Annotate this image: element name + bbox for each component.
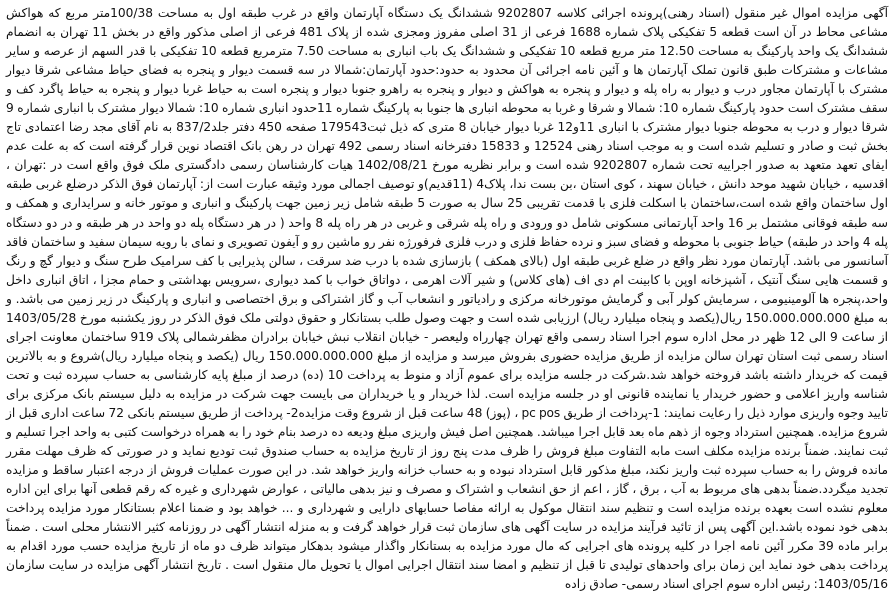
auction-notice-text: آگهی مزایده اموال غیر منقول (اسناد رهنی)پرونده اجرائی کلاسه 9202807 ششدانگ یک دستگاه آپارتمان واقع در غرب طبقه اول به مساحت 100/38متر مربع که هواکش مشاعی محاط در آن است قطعه 5 تفکیکی پلاک شماره 1688 فرعی از 31 اصلی مفروز ومجزی شده از پلاک 481 فرعی از اصلی مذکور واقع در بخش 11 تهران به انضمام ششدانگ یک واحد پارکینگ به مساحت 12.50 متر مربع قطعه 10 تفکیکی و ششدانگ یک باب انباری به مساحت 7.50 مترمربع قطعه 10 تفکیکی با قدر السهم از عرصه و سایر مشاعات و مشترکات طبق قانون تملک آپارتمان ها و آئین نامه اجرائی آن محدود به حدود:حدود آپارتمان:شمالا در سه قسمت دیوار و پنجره به فضای حیاط مشاعی شرقا دیوار مشترک با آپارتمان مجاور درب و دیوار به راه پله و دیوار و پنجره به هواکش و دیوار و پنجره به راهرو جنوبا دیوار و پنجره است به حیاط غربا دیوار و پنجره به حیاط پاگرد کف و سقف مشترک است حدود پارکینگ شماره 10: شمالا و شرقا و غربا به محوطه انباری ها جنوبا به پارکینگ شماره 11حدود انباری شماره 10: شمالا دیوار مشترک با انباری شماره 9 شرقا دیوار و درب به محوطه جنوبا دیوار مشترک با انباری 11و12 غربا دیوار خیابان 8 متری که ذیل ثبت179543 صفحه 450 دفتر جلد837/2 به نام آقای مجد رضا اعتمادی تاج بخش ثبت و صادر و تسلیم شده است و به موجب اسناد رهنی 12524 و 15833 دفترخانه اسناد رسمی 492 تهران در رهن بانک اقتصاد نوین قرار گرفته است که به علت عدم ایفای تعهد متعهد به صدور اجراییه تحت شماره 9202807 شده است و برابر نظریه مورخ 1402/08/21 هیات کارشناسان رسمی دادگستری ملک فوق واقع است در :تهران ، اقدسیه ، خیابان شهید موحد دانش ، خیابان سهند ، کوی استان ،بن بست ندا، پلاک4 (11قدیم)و توصیف اجمالی مورد وثیقه عبارت است از: آپارتمان فوق الذکر درضلع غربی طبقه اول ساختمان واقع شده است،ساختمان با اسکلت فلزی با قدمت تقریبی 25 سال به صورت 5 طبقه شامل زیر زمین جهت پارکینگ و انباری و موتور خانه و سرایداری و همکف و سه طبقه فوقانی مشتمل بر 16 واحد آپارتمانی مسکونی شامل دو ورودی و راه پله شرقی و غربی در هر راه پله 8 واحد ( در هر دستگاه پله دو واحد در هر طبقه و در دو دستگاه پله 4 واحد در طبقه) حیاط جنوبی با محوطه و فضای سبز و نرده حفاظ فلزی و درب فلزی فرفورژه نفر رو ماشین رو و آیفون تصویری و نمای با رویه سیمان سفید و ساختمان فاقد آسانسور می باشد. آپارتمان مورد نظر واقع در ضلع غربی طبقه اول (بالای همکف ) بازسازی شده با درب ضد سرقت ، سالن پذیرایی با کف سرامیک طرح سنگ و دیوار گچ و رنگ و قسمت هایی سنگ آنتیک ، آشپزخانه اوپن با کابینت ام دی اف (های کلاس) و شیر آلات اهرمی ، دواتاق خواب با کمد دیواری ،سرویس بهداشتی و حمام مجزا ، اتاق انباری داخل واحد،پنجره ها آلومینیومی ، سرمایش کولر آبی و گرمایش موتورخانه مرکزی و رادیاتور و انشعاب آب و گاز اشتراکی و برق اختصاصی و انباری و پارکینگ در زیر زمین می باشد. و به مبلغ 150.000.000.000 ریال(یکصد و پنجاه میلیارد ریال) ارزیابی شده است و جهت وصول طلب بستانکار و حقوق دولتی ملک فوق الذکر در روز یکشنبه مورخ 1403/05/28 از ساعت 9 الی 12 ظهر در محل اداره سوم اجرا اسناد رسمی واقع تهران چهارراه ولیعصر - خیابان انقلاب نبش خیابان برادران مظفرشمالی پلاک 919 ساختمان معاونت اجرای اسناد رسمی ثبت استان تهران سالن مزایده از طریق مزایده حضوری بفروش میرسد و مزایده از مبلغ 150.000.000.000 ریال (یکصد و پنجاه میلیارد ریال)شروع و به بالاترین قیمت که خریدار داشته باشد فروخته خواهد شد.شرکت در جلسه مزایده برای عموم آزاد و منوط به پرداخت 10 (ده) درصد از مبلغ پایه کارشناسی به حساب سپرده ثبت و تحت شناسه واریز اعلامی و حضور خریدار یا نماینده قانونی او در جلسه مزایده است. لذا خریدار و یا خریداران می بایست جهت شرکت در مزایده به دلیل سیستم بانک مرکزی برای تایید وجوه واریزی موارد ذیل را رعایت نمایند: 1-پرداخت از طریق pc pos ، (پوز) 48 ساعت قبل از شروع وقت مزایده2- پرداخت از طریق سیستم بانکی 72 ساعت اداری قبل از شروع مزایده. همچنین استرداد وجوه از ذهم ماه بعد قابل اجرا میباشد. همچنین اصل فیش واریزی مبلغ ودیعه ده درصد بنام خود را به همراه درخواست کتبی به واحد اجرا تسلیم و ثبت نمایند. ضمناً برنده مزایده مکلف است مابه التفاوت مبلغ فروش را ظرف مدت پنج روز از تاریخ مزایده به حساب صندوق ثبت تودیع نماید و در صورتی که ظرف مهلت مقرر مانده فروش را به حساب سپرده ثبت واریز نکند، مبلغ مذکور قابل استرداد نبوده و به حساب خزانه واریز خواهد شد. در این صورت عملیات فروش از درجه اعتبار ساقط و مزایده تجدید میگردد.ضمناً بدهی های مربوط به آب ، برق ، گاز ، اعم از حق انشعاب و اشتراک و مصرف و نیز بدهی مالیاتی ، عوارض شهرداری و غیره که رقم قطعی آنها برای این اداره معلوم نشده است بعهده برنده مزایده است و تنظیم سند انتقال موکول به ارائه مفاصا حسابهای دارایی و شهرداری و ... خواهد بود و ضمنا اعلام بستانکار مورد مزایده پرداخت بدهی خود نموده باشد.این آگهی پس از تائید فرآیند مزایده در سایت آگهی های سازمان ثبت قرار خواهد گرفت و به منزله انتشار آگهی در روزنامه کثیر الانتشار محلی است . ضمناً برابر ماده 39 مکرر آئین نامه اجرا در کلیه پرونده های اجرایی که مال مورد مزایده به بستانکار واگذار میشود بدهکار میتواند ظرف دو ماه از تاریخ مزایده حسب مورد اقدام به پرداخت بدهی خود نماید این زمان برای واحدهای تولیدی تا قبل از تنظیم و امضا سند انتقال اجرایی اموال یا تحویل مال منقول است . تاریخ انتشار آگهی مزایده در سایت سازمان 1403/05/16: رئیس اداره سوم اجرای اسناد رسمی- صادق زاده (6, 6, 889, 592)
